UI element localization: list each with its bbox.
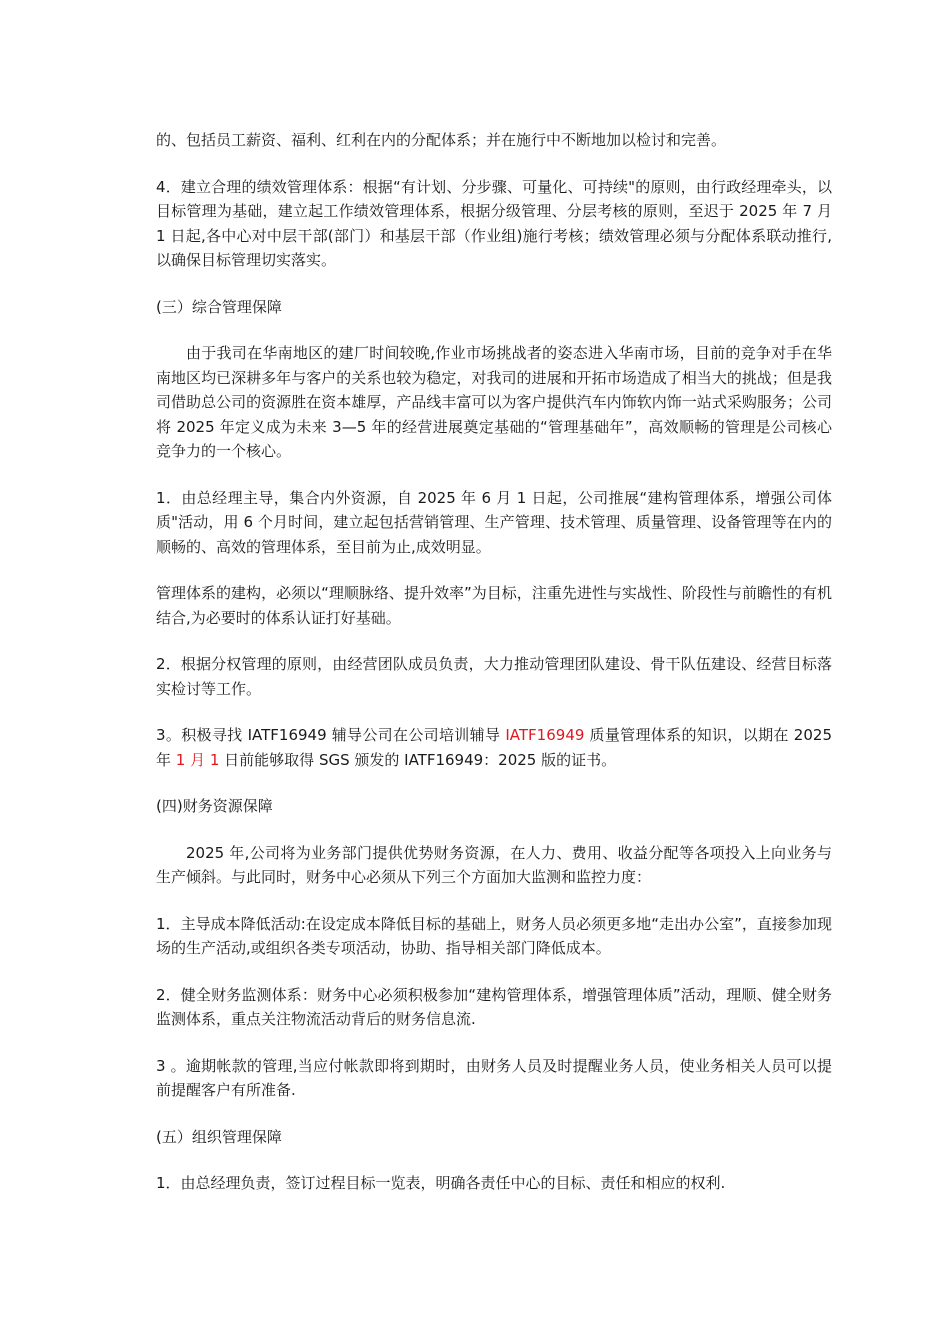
document-page (156, 128, 832, 1218)
paragraph-management-system-goal: 管理体系的建构，必须以“理顺脉络、提升效率”为目标，注重先进性与实战性、阶段性与前瞻性的有机结合,为必要时的体系认证打好基础。 (156, 584, 832, 627)
paragraph-financial-monitoring: 2．健全财务监测体系：财务中心必须积极参加“建构管理体系，增强管理体质”活动，理顺、健全财务监测体系，重点关注物流活动背后的财务信息流. (156, 985, 832, 1028)
section-heading-organization-management: (五）组织管理保障 (156, 1127, 282, 1146)
paragraph-overdue-accounts: 3 。逾期帐款的管理,当应付帐款即将到期时，由财务人员及时提醒业务人员，使业务相关人员可以提前提醒客户有所准备. (156, 1056, 832, 1099)
iatf-text-part-3: 日前能够取得 SGS 颁发的 IATF16949：2025 版的证书。 (219, 750, 617, 769)
section-heading-financial-resources: (四)财务资源保障 (156, 797, 273, 815)
paragraph-cost-reduction: 1．主导成本降低活动:在设定成本降低目标的基础上，财务人员必须更多地“走出办公室”，直接参加现场的生产活动,或组织各类专项活动，协助、指导相关部门降低成本。 (156, 914, 832, 957)
paragraph-distribution-system: 的、包括员工薪资、福利、红利在内的分配体系；并在施行中不断地加以检讨和完善。 (156, 131, 727, 149)
iatf-highlight-date: 1 月 1 (175, 750, 220, 769)
paragraph-decentralized-management: 2．根据分权管理的原则，由经营团队成员负责，大力推动管理团队建设、骨干队伍建设、经营目标落实检讨等工作。 (156, 655, 832, 698)
paragraph-process-targets: 1．由总经理负责，签订过程目标一览表，明确各责任中心的目标、责任和相应的权利. (156, 1174, 726, 1192)
iatf-text-part-1: 3。积极寻找 IATF16949 辅导公司在公司培训辅导 (156, 726, 506, 744)
paragraph-performance-management: 4．建立合理的绩效管理体系：根据“有计划、分步骤、可量化、可持续"的原则，由行政经理牵头，以目标管理为基础，建立起工作绩效管理体系，根据分级管理、分层考核的原则，至迟于 2025 年 7 月 1 日起,各中心对中层干部(部门）和基层干部（作业组)施行考核；绩效管理必须与分配体系联动推行,以确保目标管理切实落实。 (156, 177, 832, 269)
paragraph-iatf-certification (156, 723, 832, 772)
paragraph-financial-overview: 2025 年,公司将为业务部门提供优势财务资源，在人力、费用、收益分配等各项投入上向业务与生产倾斜。与此同时，财务中心必须从下列三个方面加大监测和监控力度： (156, 843, 832, 886)
section-heading-comprehensive-management: (三）综合管理保障 (156, 297, 282, 316)
paragraph-south-china-market: 由于我司在华南地区的建厂时间较晚,作业市场挑战者的姿态进入华南市场，目前的竞争对手在华南地区均已深耕多年与客户的关系也较为稳定，对我司的进展和开拓市场造成了相当大的挑战；但是我司借助总公司的资源胜在资本雄厚，产品线丰富可以为客户提供汽车内饰软内饰一站式采购服务；公司将 2025 年定义成为未来 3—5 年的经营进展奠定基础的“管理基础年”，高效顺畅的管理是公司核心竞争力的一个核心。 (156, 344, 832, 460)
iatf-highlight-standard: IATF16949 (505, 726, 585, 744)
paragraph-management-system-campaign: 1．由总经理主导，集合内外资源，自 2025 年 6 月 1 日起，公司推展“建构管理体系，增强公司体质"活动，用 6 个月时间，建立起包括营销管理、生产管理、技术管理、质量管理、设备管理等在内的顺畅的、高效的管理体系，至目前为止,成效明显。 (156, 488, 832, 556)
iatf-text-part-2: 质量管理体系的知识，以期在 2025 年 (156, 726, 832, 769)
